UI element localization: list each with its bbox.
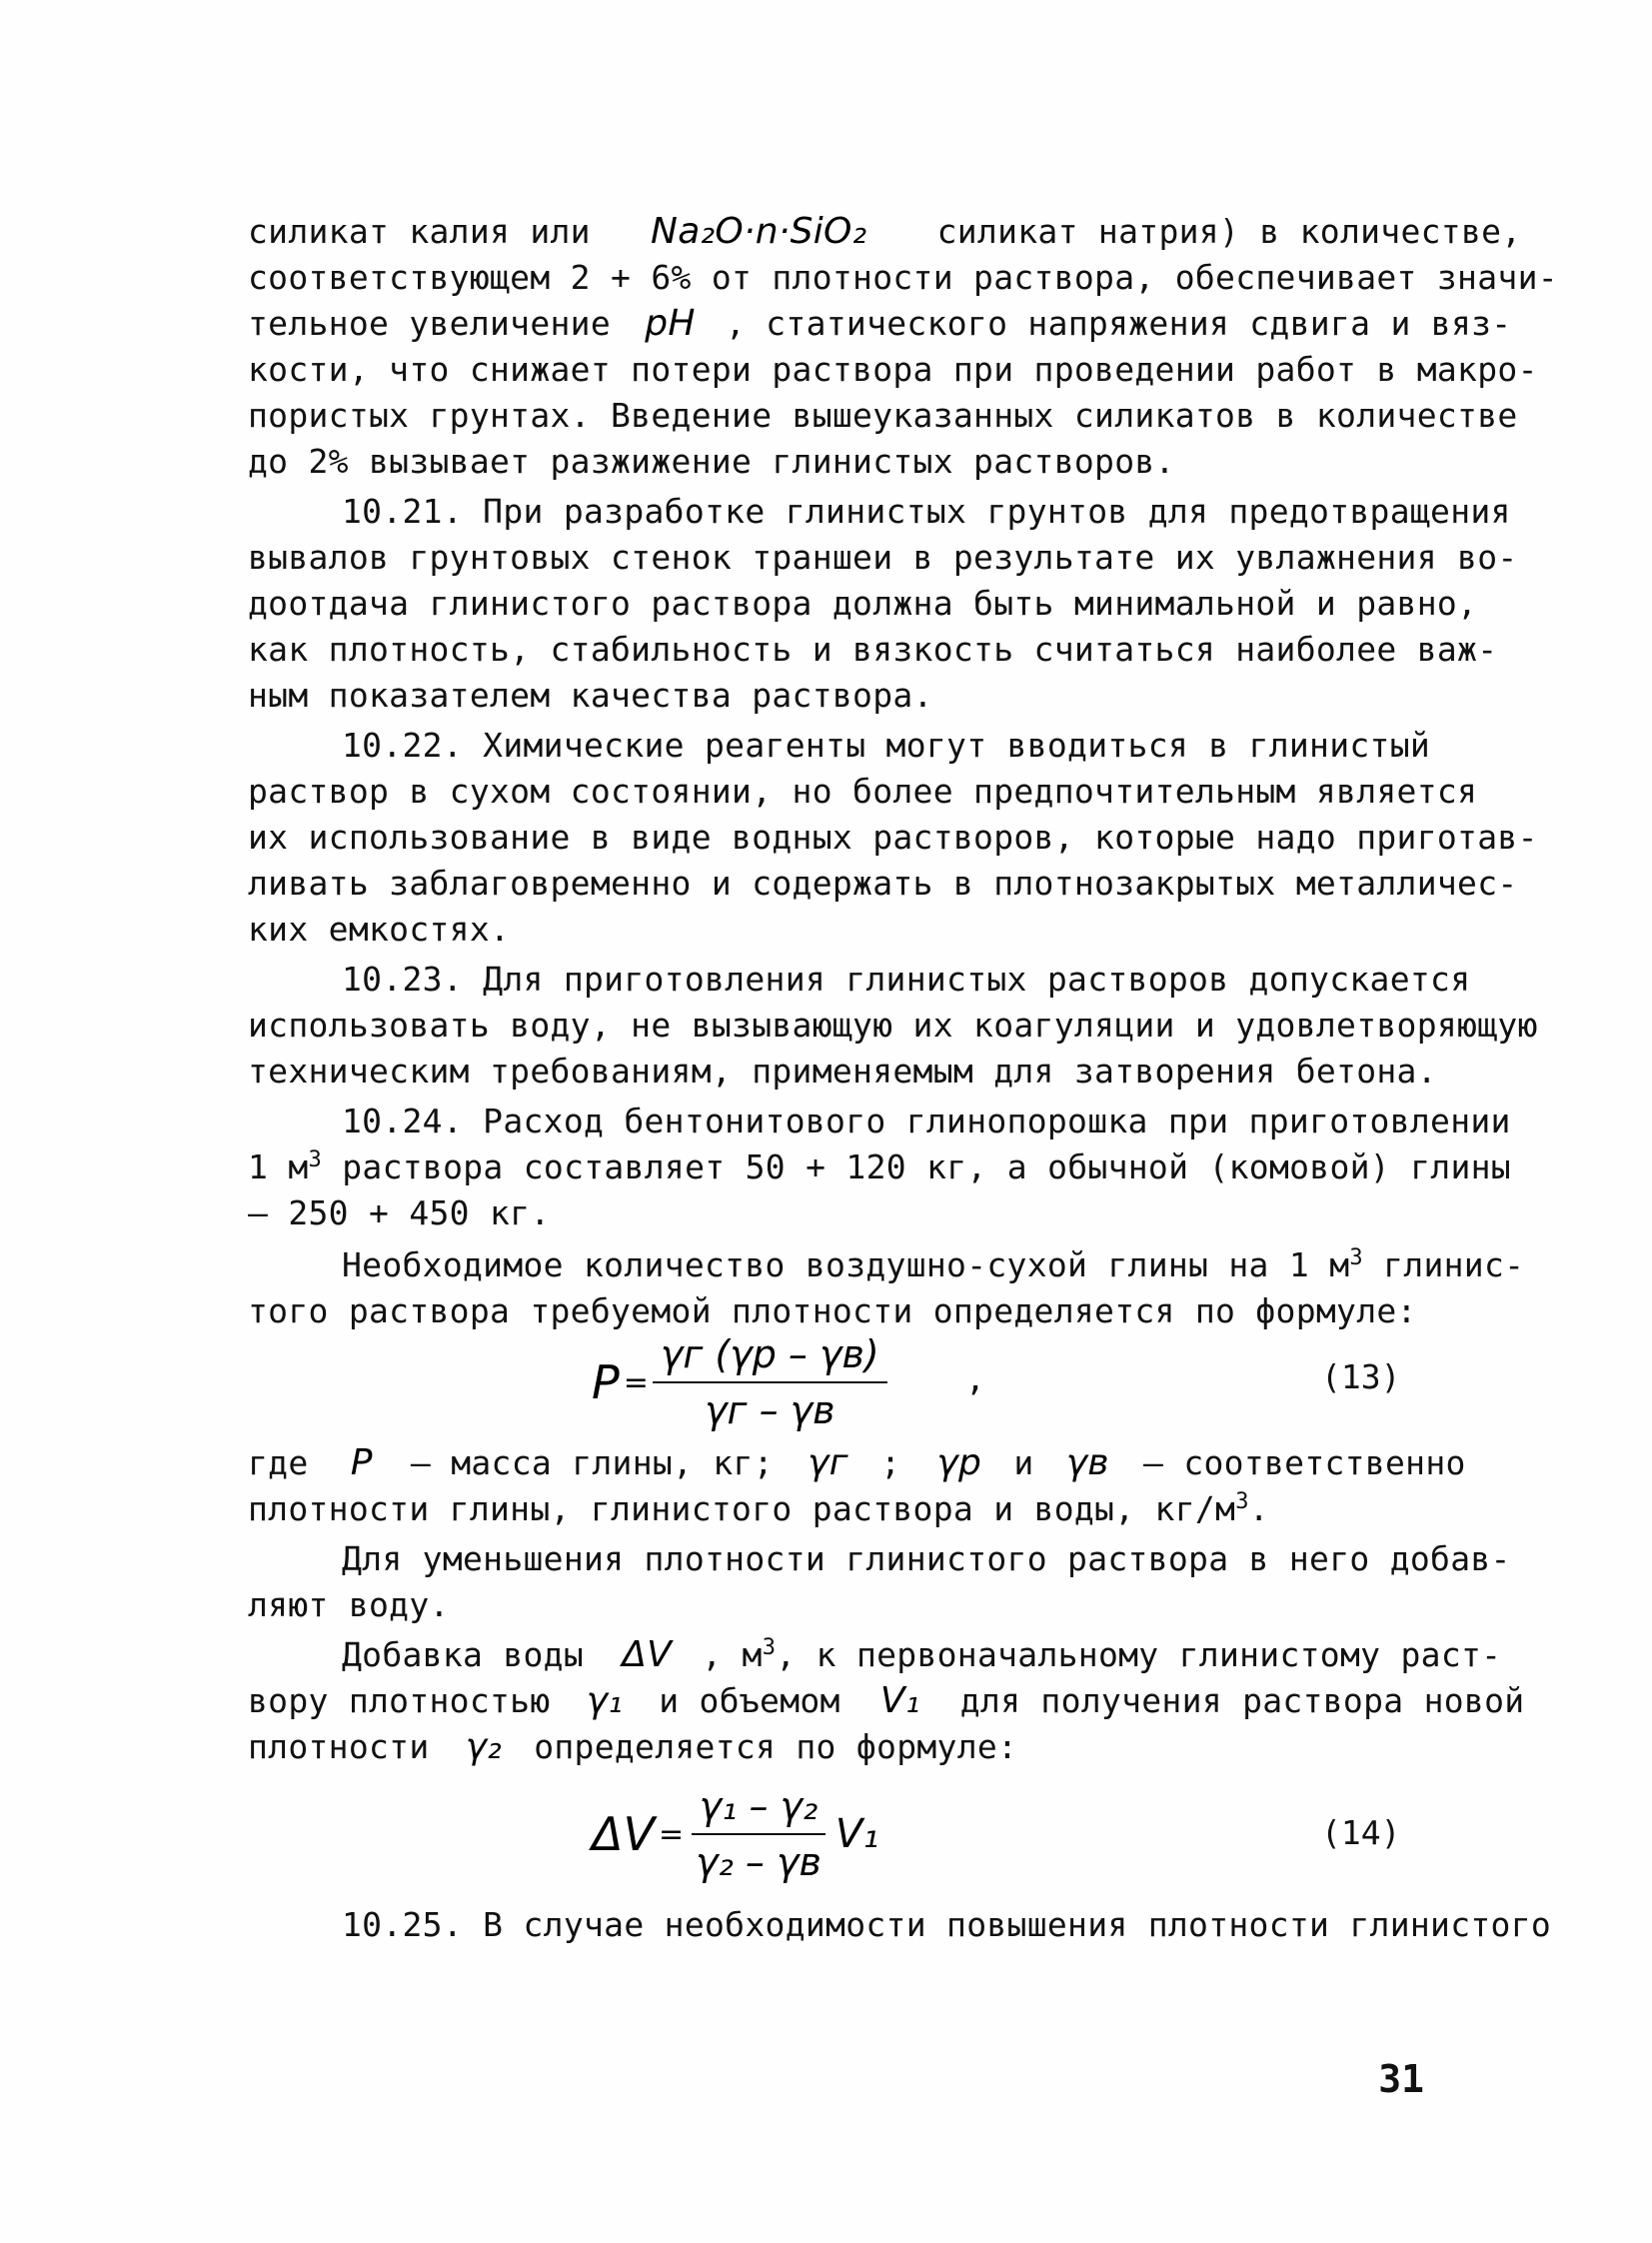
text-line: доотдача глинистого раствора должна быть минимальной и равно, — [248, 584, 1478, 623]
formula-inline: V₁ — [879, 1680, 920, 1721]
paragraph-start: 10.24. Расход бентонитового глинопорошка при приготовлении — [342, 1102, 1511, 1140]
text-line: до 2% вызывает разжижение глинистых растворов. — [248, 442, 1175, 481]
paragraph-start — [342, 1243, 1525, 1287]
formula-equals: = — [658, 1816, 685, 1852]
formula-14 — [592, 1783, 878, 1885]
paragraph-start — [342, 1633, 1502, 1677]
text-line — [248, 1679, 1525, 1723]
formula-tail: V₁ — [834, 1811, 879, 1857]
text-fragment: для получения раствора новой — [959, 1681, 1525, 1720]
text-line: вывалов грунтовых стенок траншеи в результате их увлажнения во- — [248, 538, 1518, 577]
text-fragment: тельное увеличение — [248, 304, 612, 343]
superscript: 3 — [762, 1635, 777, 1660]
formula-inline: Na₂O·n·SiO₂ — [651, 211, 867, 252]
formula-number: (14) — [1321, 1813, 1401, 1852]
text-line: кости, что снижает потери раствора при проведении работ в макро- — [248, 350, 1538, 389]
text-line: ких емкостях. — [248, 910, 511, 949]
formula-inline: pH — [645, 303, 696, 344]
text-fragment: , статического напряжения сдвига и вяз- — [725, 304, 1512, 343]
text-line: раствор в сухом состоянии, но более предпочтительным является — [248, 772, 1478, 811]
text-line: как плотность, стабильность и вязкость считаться наиболее важ- — [248, 630, 1498, 669]
formula-number: (13) — [1321, 1357, 1401, 1396]
text-fragment: раствора составляет 50 + 120 кг, а обычной (комовой) глины — [322, 1147, 1511, 1186]
text-line: того раствора требуемой плотности определяется по формуле: — [248, 1291, 1417, 1330]
fraction-numerator: γг (γр – γв) — [653, 1331, 887, 1383]
paragraph-start: 10.23. Для приготовления глинистых растворов допускается — [342, 960, 1471, 999]
formula-inline: γ₂ — [465, 1726, 503, 1767]
text-line — [248, 1487, 1427, 1531]
text-line — [248, 302, 1512, 346]
superscript: 3 — [1349, 1245, 1363, 1270]
paragraph-start: 10.22. Химические реагенты могут вводиться в глинистый — [342, 726, 1431, 765]
text-fragment: ; — [880, 1443, 901, 1482]
formula-inline: γр — [936, 1442, 982, 1483]
superscript: 3 — [1235, 1489, 1249, 1514]
formula-comma: , — [965, 1359, 985, 1398]
text-fragment: Необходимое количество воздушно-сухой глины на 1 м — [342, 1245, 1350, 1284]
text-fragment: плотности — [248, 1727, 430, 1766]
text-fragment: определяется по формуле: — [534, 1727, 1018, 1766]
fraction-denominator: γг – γв — [705, 1388, 835, 1432]
text-line: соответствующем 2 + 6% от плотности раствора, обеспечивает значи- — [248, 258, 1558, 297]
text-fragment: силикат натрия) в количестве, — [936, 212, 1522, 251]
fraction-denominator: γ₂ – γв — [696, 1840, 822, 1884]
text-line: их использование в виде водных растворов, которые надо приготав- — [248, 818, 1538, 857]
text-fragment: Добавка воды — [342, 1635, 585, 1674]
formula-fraction — [688, 1783, 829, 1885]
text-line: техническим требованиям, применяемым для затворения бетона. — [248, 1052, 1437, 1091]
text-line: – 250 + 450 кг. — [248, 1193, 551, 1232]
text-line: использовать воду, не вызывающую их коагуляции и удовлетворяющую — [248, 1006, 1538, 1045]
superscript: 3 — [308, 1147, 323, 1172]
formula-equals: = — [623, 1364, 649, 1400]
text-line: ливать заблаговременно и содержать в плотнозакрытых металличес- — [248, 864, 1518, 903]
text-line: ляют воду. — [248, 1585, 450, 1624]
text-fragment: силикат калия или — [248, 212, 591, 251]
fraction-numerator: γ₁ – γ₂ — [692, 1783, 826, 1835]
formula-inline: γг — [808, 1442, 848, 1483]
formula-13 — [592, 1331, 887, 1433]
text-fragment: и — [1013, 1443, 1034, 1482]
text-line — [248, 1145, 1511, 1189]
text-fragment: , м — [702, 1635, 763, 1674]
text-line — [248, 1441, 1466, 1485]
text-fragment: 1 м — [248, 1147, 309, 1186]
text-fragment: – соответственно — [1143, 1443, 1466, 1482]
text-fragment: , к первоначальному глинистому раст- — [776, 1635, 1502, 1674]
text-line — [248, 210, 1522, 254]
text-fragment: . — [1248, 1489, 1269, 1528]
page-number: 31 — [1378, 2057, 1424, 2101]
formula-inline: γ₁ — [586, 1680, 624, 1721]
text-fragment: вору плотностью — [248, 1681, 551, 1720]
text-fragment: и объемом — [659, 1681, 840, 1720]
paragraph-start: 10.25. В случае необходимости повышения плотности глинистого — [342, 1905, 1552, 1944]
formula-fraction — [653, 1331, 887, 1433]
paragraph-start: Для уменьшения плотности глинистого раствора в него добав- — [342, 1539, 1511, 1578]
text-fragment: где — [248, 1443, 309, 1482]
paragraph-start: 10.21. При разработке глинистых грунтов для предотвращения — [342, 492, 1511, 531]
text-line — [248, 1725, 1427, 1769]
formula-inline: γв — [1065, 1442, 1109, 1483]
text-fragment: – масса глины, кг; — [410, 1443, 774, 1482]
text-line: ным показателем качества раствора. — [248, 676, 933, 715]
text-fragment: глинис- — [1362, 1245, 1525, 1284]
formula-inline: ΔV — [622, 1634, 673, 1675]
formula-lhs: ΔV — [592, 1807, 655, 1861]
text-fragment: плотности глины, глинистого раствора и воды, кг/м — [248, 1489, 1236, 1528]
formula-inline: P — [350, 1442, 373, 1483]
text-line: пористых грунтах. Введение вышеуказанных силикатов в количестве — [248, 396, 1518, 435]
formula-lhs: P — [592, 1355, 620, 1409]
